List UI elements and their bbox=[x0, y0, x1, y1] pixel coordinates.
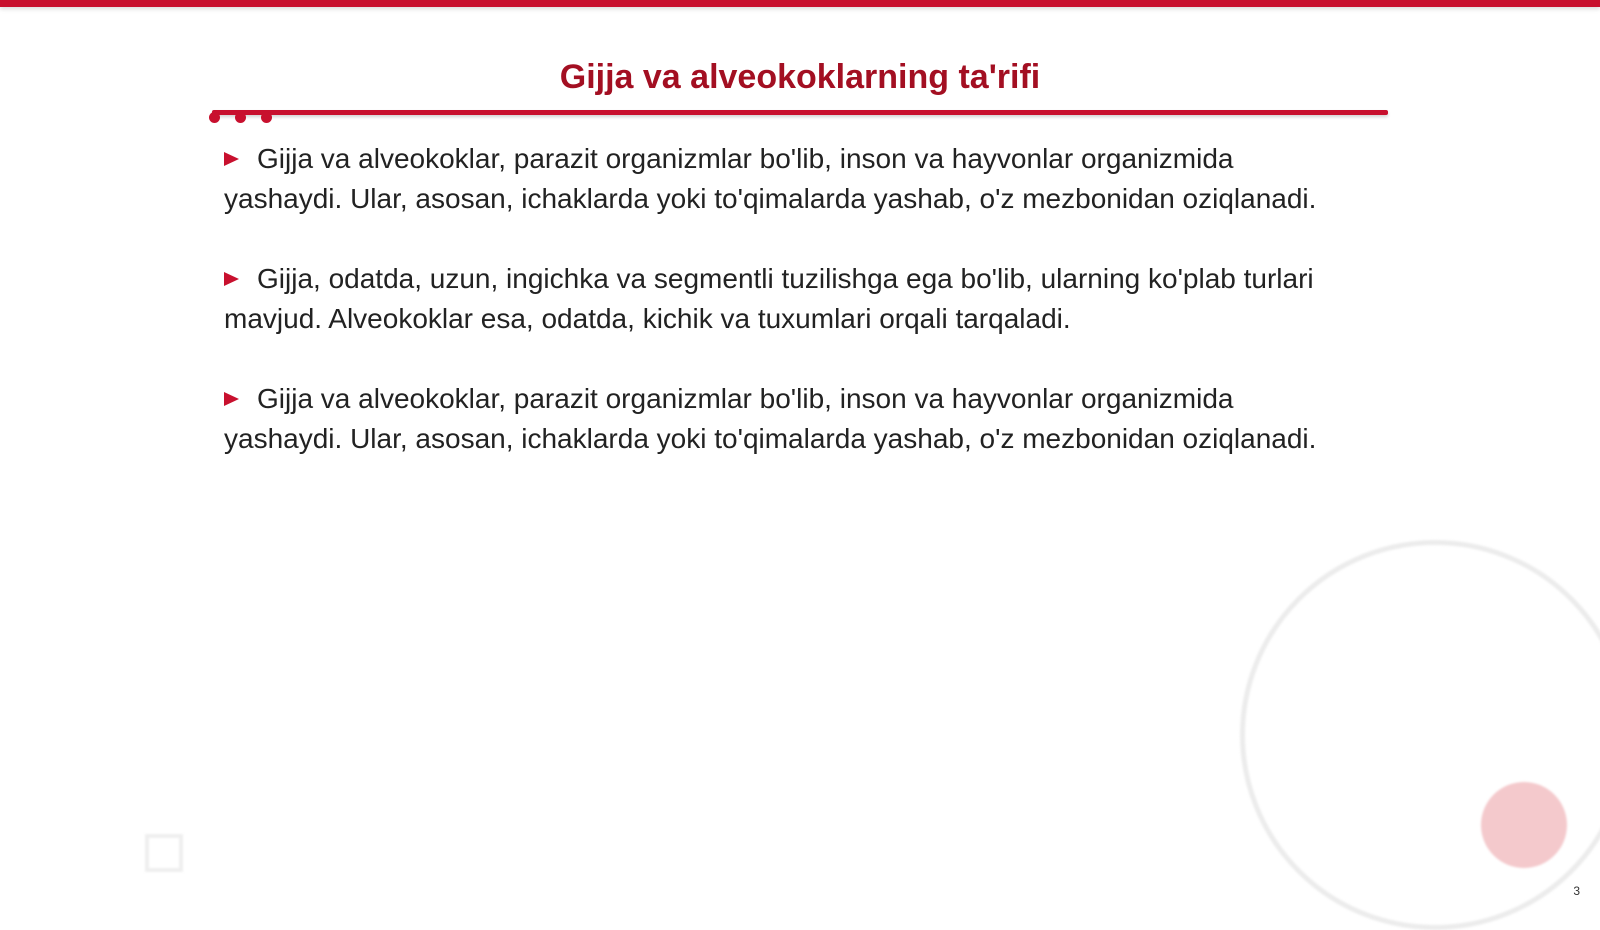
bullet-item bbox=[224, 379, 1344, 459]
underline-dot bbox=[235, 112, 246, 123]
underline-dot bbox=[261, 112, 272, 123]
decorative-circle-outline bbox=[1240, 540, 1600, 930]
bullet-text: Gijja va alveokoklar, parazit organizmlar bo'lib, inson va hayvonlar organizmida yashaydi. Ular, asosan, ichaklarda yoki to'qimalarda yashab, o'z mezbonidan oziqlanadi. bbox=[224, 143, 1317, 214]
triangle-right-icon bbox=[224, 152, 239, 166]
top-accent-bar bbox=[0, 0, 1600, 7]
decorative-square-outline bbox=[145, 834, 183, 872]
triangle-right-icon bbox=[224, 272, 239, 286]
title-underline bbox=[212, 110, 1388, 115]
bullet-item bbox=[224, 259, 1344, 339]
bullet-text: Gijja va alveokoklar, parazit organizmlar bo'lib, inson va hayvonlar organizmida yashaydi. Ular, asosan, ichaklarda yoki to'qimalarda yashab, o'z mezbonidan oziqlanadi. bbox=[224, 383, 1317, 454]
bullet-text: Gijja, odatda, uzun, ingichka va segmentli tuzilishga ega bo'lib, ularning ko'plab turlari mavjud. Alveokoklar esa, odatda, kichik va tuxumlari orqali tarqaladi. bbox=[224, 263, 1314, 334]
underline-dot bbox=[209, 112, 220, 123]
slide-title: Gijja va alveokoklarning ta'rifi bbox=[559, 58, 1041, 96]
decorative-pink-circle bbox=[1481, 782, 1567, 868]
page-number: 3 bbox=[1573, 884, 1580, 898]
bullet-item bbox=[224, 139, 1344, 219]
bullet-list bbox=[224, 139, 1344, 499]
triangle-right-icon bbox=[224, 392, 239, 406]
